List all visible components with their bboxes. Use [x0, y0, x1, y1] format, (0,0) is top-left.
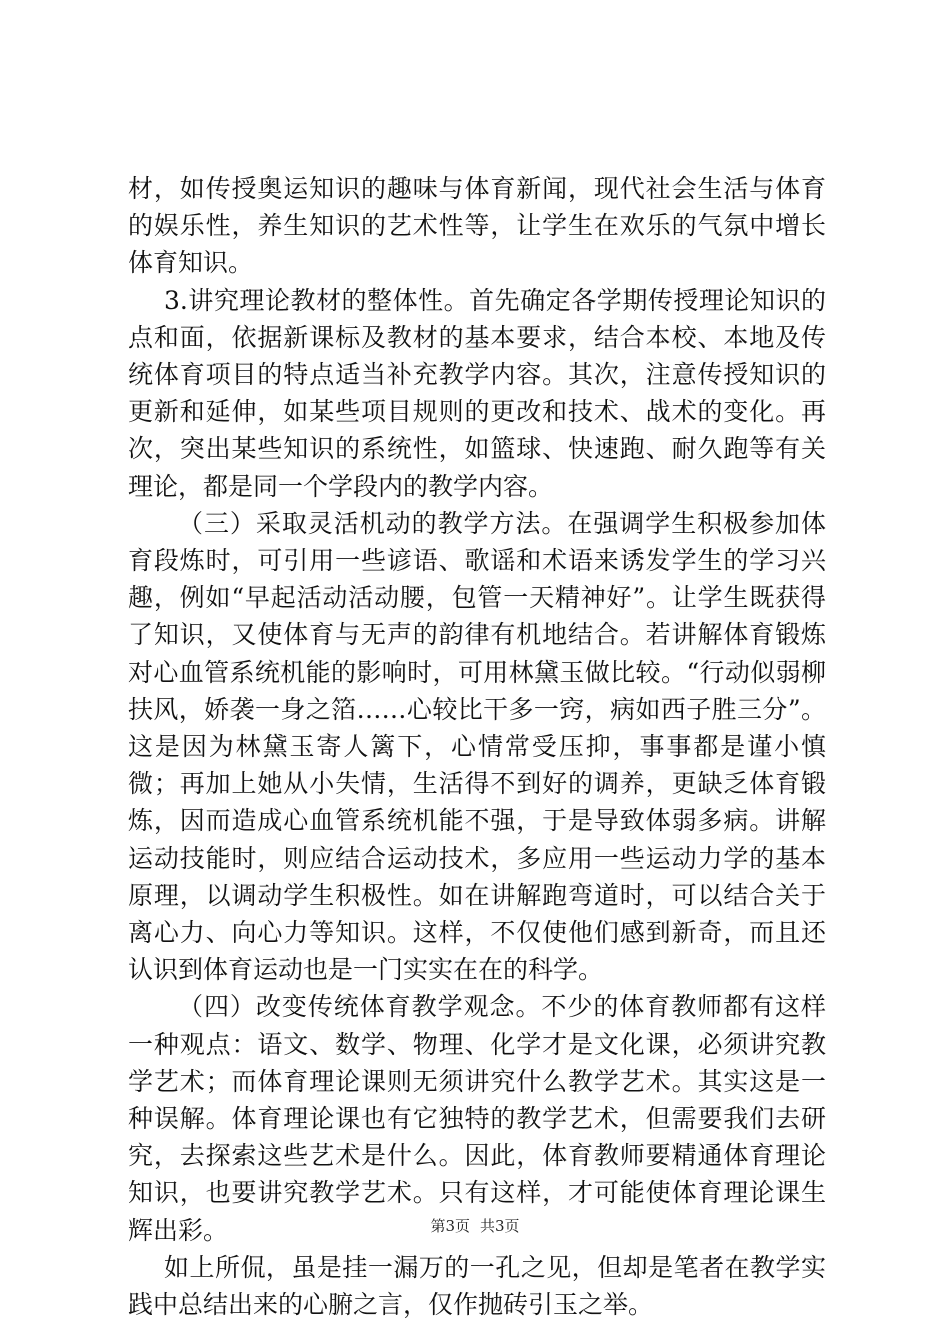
document-body: [128, 170, 826, 1323]
page-total: 共3页: [480, 1217, 520, 1235]
page-number: 第3页: [430, 1217, 470, 1235]
paragraph-section-4: （四）改变传统体育教学观念。不少的体育教师都有这样一种观点：语文、数学、物理、化学才是文化课，必须讲究教学艺术；而体育理论课则无须讲究什么教学艺术。其实这是一种误解。体育理论课也有它独特的教学艺术，但需要我们去研究，去探索这些艺术是什么。因此，体育教师要精通体育理论知识，也要讲究教学艺术。只有这样，才可能使体育理论课生辉出彩。: [128, 992, 826, 1245]
paragraph-section-3: （三）采取灵活机动的教学方法。在强调学生积极参加体育段炼时，可引用一些谚语、歌谣和术语来诱发学生的学习兴趣，例如“早起活动活动腰，包管一天精神好”。让学生既获得了知识，又使体育与无声的韵律有机地结合。若讲解体育锻炼对心血管系统机能的影响时，可用林黛玉做比较。“行动似弱柳扶风，娇袭一身之箔……心较比干多一窍，病如西子胜三分”。这是因为林黛玉寄人篱下，心情常受压抑，事事都是谨小慎微；再加上她从小失情，生活得不到好的调养，更缺乏体育锻炼，因而造成心血管系统机能不强，于是导致体弱多病。讲解运动技能时，则应结合运动技术，多应用一些运动力学的基本原理，以调动学生积极性。如在讲解跑弯道时，可以结合关于离心力、向心力等知识。这样，不仅使他们感到新奇，而且还认识到体育运动也是一门实实在在的科学。: [128, 508, 826, 985]
paragraph-continuation: 材，如传授奥运知识的趣味与体育新闻，现代社会生活与体育的娱乐性，养生知识的艺术性等，让学生在欢乐的气氛中增长体育知识。: [128, 174, 826, 278]
paragraph-conclusion: 如上所侃，虽是挂一漏万的一孔之见，但却是笔者在教学实践中总结出来的心腑之言，仅作抛砖引玉之举。: [128, 1252, 826, 1320]
page-footer: [0, 1216, 950, 1236]
paragraph-point-3: 3.讲究理论教材的整体性。首先确定各学期传授理论知识的点和面，依据新课标及教材的基本要求，结合本校、本地及传统体育项目的特点适当补充教学内容。其次，注意传授知识的更新和延伸，如某些项目规则的更改和技术、战术的变化。再次，突出某些知识的系统性，如篮球、快速跑、耐久跑等有关理论，都是同一个学段内的教学内容。: [128, 285, 826, 501]
